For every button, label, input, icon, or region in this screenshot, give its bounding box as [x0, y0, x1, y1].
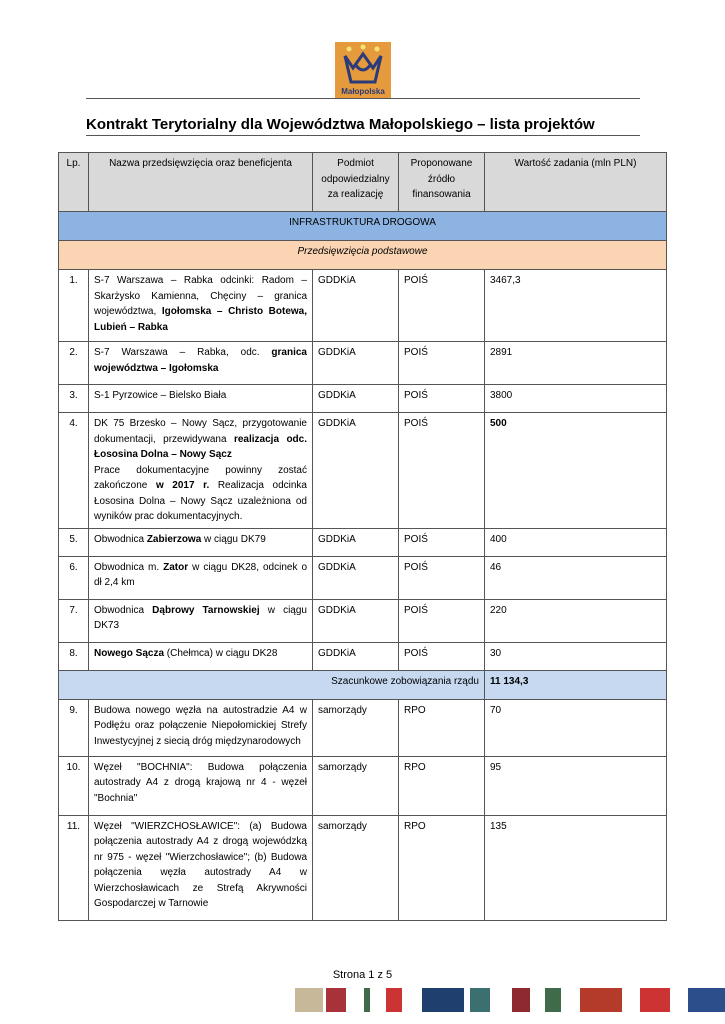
name-bold: Nowego Sącza: [94, 647, 165, 659]
row-source: POIŚ: [399, 642, 485, 670]
title-rule: [86, 135, 640, 136]
decor-stripe: [688, 988, 725, 1012]
row-name: [89, 599, 313, 642]
table-header-row: [59, 153, 667, 212]
row-value: 2891: [485, 342, 667, 385]
name-text: Obwodnica: [94, 604, 153, 616]
decor-stripe: [326, 988, 346, 1012]
row-lp: 4.: [59, 413, 89, 529]
decor-stripe: [386, 988, 402, 1012]
header-entity: Podmiot odpowiedzialny za realizację: [313, 153, 399, 212]
row-lp: 9.: [59, 699, 89, 756]
row-lp: 2.: [59, 342, 89, 385]
row-source: POIŚ: [399, 270, 485, 342]
summary-value-bold: 11 134,3: [490, 675, 529, 687]
malopolska-logo: [335, 42, 391, 98]
row-source: RPO: [399, 699, 485, 756]
page-number: Strona 1 z 5: [332, 969, 393, 981]
name-text: Realizacja odcinka Łososina Dolna – Nowy Sącz uzależniona od wyników prac dokumentacyjnych.: [94, 480, 307, 522]
section-row: [59, 212, 667, 241]
row-source: RPO: [399, 815, 485, 920]
decor-stripe: [422, 988, 464, 1012]
row-lp: 7.: [59, 599, 89, 642]
name-bold: Dąbrowy Tarnowskiej: [152, 604, 260, 616]
logo-text: Małopolska: [341, 87, 385, 96]
header-lp: Lp.: [59, 153, 89, 212]
table-row: [59, 528, 667, 556]
decor-stripe: [470, 988, 490, 1012]
row-value: 400: [485, 528, 667, 556]
row-source: POIŚ: [399, 556, 485, 599]
decor-stripe: [512, 988, 530, 1012]
row-lp: 5.: [59, 528, 89, 556]
row-source: POIŚ: [399, 342, 485, 385]
row-entity: GDDKiA: [313, 385, 399, 413]
row-source: RPO: [399, 756, 485, 815]
decor-stripe: [364, 988, 370, 1012]
header-name: Nazwa przedsięwzięcia oraz beneficjenta: [89, 153, 313, 212]
crown-emblem-icon: [335, 42, 391, 88]
row-source: POIŚ: [399, 528, 485, 556]
row-name: [89, 270, 313, 342]
row-value: 95: [485, 756, 667, 815]
table-row: [59, 385, 667, 413]
row-value: 220: [485, 599, 667, 642]
summary-label: Szacunkowe zobowiązania rządu: [59, 670, 485, 699]
name-text: Prace dokumentacyjne powinny zostać zakończone: [94, 464, 307, 491]
name-text: DK 75 Brzesko – Nowy Sącz, przygotowanie dokumentacji, przewidywana: [94, 418, 307, 445]
name-bold: w 2017 r.: [155, 480, 210, 491]
name-bold: Zator: [163, 561, 189, 573]
summary-value: [485, 670, 667, 699]
name-bold: Zabierzowa: [146, 533, 202, 545]
table-row: [59, 342, 667, 385]
subsection-row: [59, 241, 667, 270]
row-lp: 6.: [59, 556, 89, 599]
row-name: [89, 556, 313, 599]
name-text: (Chełmca) w ciągu DK28: [164, 647, 278, 659]
row-lp: 11.: [59, 815, 89, 920]
name-text: Obwodnica: [94, 533, 147, 545]
header-value: Wartość zadania (mln PLN): [485, 153, 667, 212]
name-bold: Igołomska – Christo Botewa, Lubień – Rabka: [94, 306, 308, 333]
value-bold: 500: [490, 418, 507, 429]
decor-stripe: [580, 988, 622, 1012]
row-value: 46: [485, 556, 667, 599]
row-value: 70: [485, 699, 667, 756]
row-entity: GDDKiA: [313, 270, 399, 342]
name-text: w ciągu DK79: [201, 533, 266, 545]
table-row: [59, 756, 667, 815]
decor-stripe: [640, 988, 670, 1012]
table-row: [59, 642, 667, 670]
row-value: 3800: [485, 385, 667, 413]
row-value: 3467,3: [485, 270, 667, 342]
row-entity: GDDKiA: [313, 342, 399, 385]
section-title: INFRASTRUKTURA DROGOWA: [59, 212, 667, 241]
table-row: [59, 815, 667, 920]
row-entity: GDDKiA: [313, 599, 399, 642]
name-text: Obwodnica m.: [94, 561, 164, 573]
table-row: [59, 699, 667, 756]
name-bold: granica województwa – Igołomska: [94, 347, 307, 374]
table-row: [59, 599, 667, 642]
row-entity: samorządy: [313, 815, 399, 920]
row-name: [89, 342, 313, 385]
subsection-title: Przedsięwzięcia podstawowe: [59, 241, 667, 270]
row-entity: GDDKiA: [313, 642, 399, 670]
row-name: [89, 528, 313, 556]
row-entity: samorządy: [313, 699, 399, 756]
name-text: S-7 Warszawa – Rabka odcinki: Radom – Skarżysko Kamienna, Chęciny – granica województwa,: [94, 275, 307, 317]
row-name: Węzeł "WIERZCHOSŁAWICE": (a) Budowa połączenia autostrady A4 z drogą wojewódzką nr 975 - węzeł "Wierzchosławice"; (b) Budowa połączenia węzła autostrady A4 w Wierzchosławicach ze Strefą Akrywności Gospodarczej w Tarnowie: [89, 815, 313, 920]
name-text: w ciągu DK28, odcinek o dł 2,4 km: [94, 561, 308, 588]
summary-row: [59, 670, 667, 699]
name-text: S-7 Warszawa – Rabka, odc.: [94, 347, 272, 358]
row-lp: 10.: [59, 756, 89, 815]
row-entity: GDDKiA: [313, 528, 399, 556]
row-name: [89, 413, 313, 529]
name-text: w ciągu DK73: [94, 604, 307, 631]
row-source: POIŚ: [399, 599, 485, 642]
row-value: 30: [485, 642, 667, 670]
projects-table: [58, 152, 667, 921]
row-entity: GDDKiA: [313, 556, 399, 599]
header-source: Proponowane źródło finansowania: [399, 153, 485, 212]
row-lp: 1.: [59, 270, 89, 342]
name-bold: realizacja odc. Łososina Dolna – Nowy Sącz: [94, 433, 308, 460]
row-value: 135: [485, 815, 667, 920]
row-name: [89, 642, 313, 670]
row-entity: GDDKiA: [313, 413, 399, 529]
table-row: [59, 556, 667, 599]
header-rule: [86, 98, 640, 99]
row-source: POIŚ: [399, 413, 485, 529]
decor-stripe: [295, 988, 323, 1012]
table-row: [59, 270, 667, 342]
row-value: [485, 413, 667, 529]
row-name: Budowa nowego węzła na autostradzie A4 w Podłężu oraz połączenie Niepołomickiej Strefy Inwestycyjnej z siecią dróg międzynarodowych: [89, 699, 313, 756]
row-name: Węzeł "BOCHNIA": Budowa połączenia autostrady A4 z drogą krajową nr 4 - węzeł "Bochnia": [89, 756, 313, 815]
table-row: [59, 413, 667, 529]
row-lp: 8.: [59, 642, 89, 670]
row-lp: 3.: [59, 385, 89, 413]
row-name: S-1 Pyrzowice – Bielsko Biała: [89, 385, 313, 413]
document-title: Kontrakt Terytorialny dla Województwa Małopolskiego – lista projektów: [86, 116, 595, 133]
decor-stripe: [545, 988, 561, 1012]
row-entity: samorządy: [313, 756, 399, 815]
row-source: POIŚ: [399, 385, 485, 413]
